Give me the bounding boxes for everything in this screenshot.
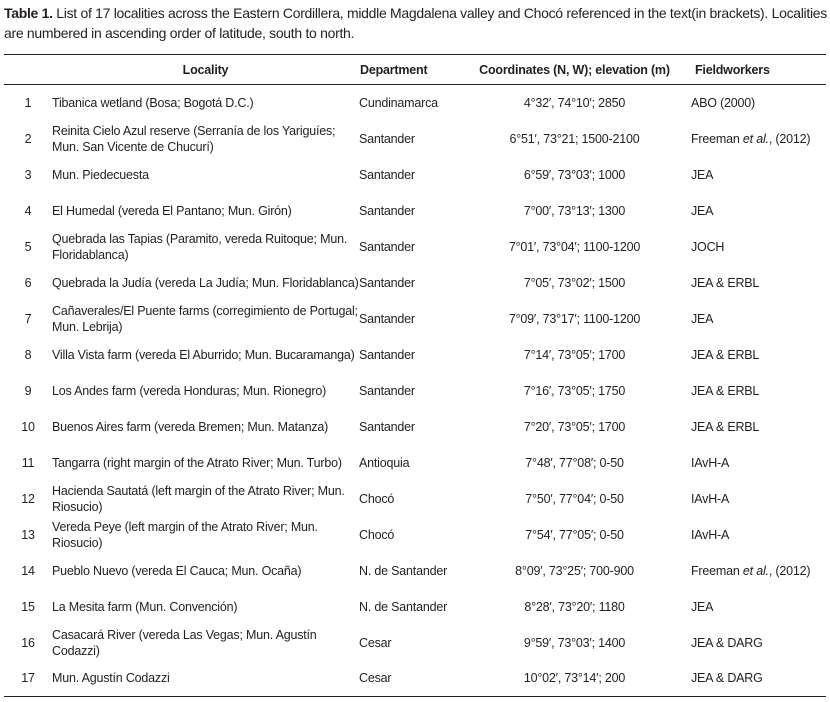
fieldworkers-cell: IAvH-A [691, 491, 730, 506]
department-cell: N. de Santander [359, 563, 448, 578]
coordinates-cell: 10°02′, 73°14′; 200 [476, 661, 673, 697]
row-number: 11 [21, 455, 35, 470]
table-row [4, 157, 826, 193]
locality-cell: Quebrada la Judía (vereda La Judía; Mun. Floridablanca) [52, 275, 359, 290]
fieldworker-etal: et al. [742, 131, 769, 146]
caption-text: List of 17 localities across the Eastern Cordillera, middle Magdalena valley and Chocó referenced in the text(in brackets). Localities are numbered in ascending order of latitude, south to north. [4, 5, 827, 41]
locality-cell: Hacienda Sautatá (left margin of the Atrato River; Mun. Riosucio) [52, 483, 345, 514]
coordinates-cell: 7°05′, 73°02′; 1500 [523, 275, 626, 290]
table-row [4, 625, 826, 661]
fieldworkers-cell: JEA [691, 311, 714, 326]
table-row [4, 409, 826, 445]
row-number: 16 [21, 635, 35, 650]
header-coordinates: Coordinates (N, W); elevation (m) [476, 55, 673, 85]
fieldworkers-cell [673, 121, 826, 157]
table-row [4, 445, 826, 481]
table-row [4, 661, 826, 697]
row-number: 14 [21, 563, 35, 578]
row-number: 9 [24, 383, 32, 398]
table-row [4, 193, 826, 229]
locality-cell: Buenos Aires farm (vereda Bremen; Mun. Matanza) [52, 419, 329, 434]
coordinates-cell: 7°16′, 73°05′; 1750 [523, 383, 626, 398]
coordinates-cell: 8°28′, 73°20′; 1180 [524, 599, 625, 614]
fieldworkers-cell: JEA & ERBL [691, 347, 760, 362]
table-row [4, 373, 826, 409]
fieldworkers-cell: JEA & ERBL [691, 419, 760, 434]
department-cell: Santander [359, 419, 415, 434]
department-cell: Santander [359, 347, 415, 362]
locality-cell: Casacará River (vereda Las Vegas; Mun. Agustín Codazzi) [52, 627, 317, 658]
coordinates-cell: 7°20′, 73°05′; 1700 [523, 419, 626, 434]
locality-cell: Mun. Piedecuesta [52, 167, 149, 182]
coordinates-cell: 8°09′, 73°25′; 700-900 [515, 563, 634, 578]
department-cell: Chocó [359, 491, 395, 506]
department-cell: Cundinamarca [359, 95, 438, 110]
fieldworker-etal: et al. [742, 563, 769, 578]
department-cell: Santander [359, 203, 415, 218]
row-number: 3 [24, 167, 32, 182]
department-cell: Santander [359, 383, 415, 398]
row-number: 5 [24, 239, 32, 254]
table-row [4, 229, 826, 265]
fieldworkers-cell: JEA & ERBL [691, 275, 760, 290]
coordinates-cell: 7°14′, 73°05′; 1700 [523, 347, 626, 362]
table-row [4, 121, 826, 157]
table-row [4, 481, 826, 517]
fieldworker-author: Freeman [691, 131, 740, 146]
localities-table [4, 54, 826, 697]
locality-cell: Quebrada las Tapias (Paramito, vereda Ruitoque; Mun. Floridablanca) [52, 231, 348, 262]
row-number: 13 [21, 527, 35, 542]
fieldworker-year: , (2012) [768, 563, 811, 578]
locality-cell: Pueblo Nuevo (vereda El Cauca; Mun. Ocaña) [52, 563, 302, 578]
department-cell: Cesar [359, 661, 476, 697]
coordinates-cell: 7°01′, 73°04′; 1100-1200 [508, 239, 641, 254]
row-number: 8 [24, 347, 32, 362]
locality-cell: La Mesita farm (Mun. Convención) [52, 599, 238, 614]
fieldworkers-cell: JEA [691, 599, 714, 614]
fieldworkers-cell: JEA & ERBL [691, 383, 760, 398]
header-locality: Locality [52, 55, 359, 85]
fieldworkers-cell: JEA & DARG [673, 661, 826, 697]
table-row [4, 589, 826, 625]
table-row [4, 337, 826, 373]
fieldworkers-cell: ABO (2000) [691, 95, 756, 110]
row-number: 15 [21, 599, 35, 614]
table-caption [4, 3, 830, 43]
row-number: 17 [4, 661, 52, 697]
table-row [4, 265, 826, 301]
header-number [4, 55, 52, 85]
table-row [4, 301, 826, 337]
fieldworkers-cell [673, 553, 826, 589]
coordinates-cell: 7°54′, 77°05′; 0-50 [525, 527, 624, 542]
department-cell: Santander [359, 239, 415, 254]
department-cell: Santander [359, 275, 415, 290]
coordinates-cell: 7°50′, 77°04′; 0-50 [525, 491, 624, 506]
row-number: 10 [21, 419, 35, 434]
table-row [4, 85, 826, 121]
fieldworkers-cell: JOCH [691, 239, 725, 254]
coordinates-cell: 7°09′, 73°17′; 1100-1200 [508, 311, 641, 326]
locality-cell: Vereda Peye (left margin of the Atrato River; Mun. Riosucio) [52, 519, 318, 550]
fieldworker-year: , (2012) [768, 131, 811, 146]
fieldworkers-cell: JEA [691, 203, 714, 218]
fieldworkers-cell: IAvH-A [691, 527, 730, 542]
department-cell: Santander [359, 131, 415, 146]
locality-cell: Tangarra (right margin of the Atrato River; Mun. Turbo) [52, 455, 342, 470]
caption-label: Table 1. [4, 5, 53, 21]
row-number: 4 [24, 203, 32, 218]
department-cell: Chocó [359, 527, 395, 542]
header-fieldworkers: Fieldworkers [673, 55, 826, 85]
locality-cell: Tibanica wetland (Bosa; Bogotá D.C.) [52, 95, 254, 110]
row-number: 12 [21, 491, 35, 506]
row-number: 2 [24, 131, 32, 146]
table-row [4, 553, 826, 589]
coordinates-cell: 6°59′, 73°03′; 1000 [523, 167, 626, 182]
header-row [4, 55, 826, 85]
locality-cell: Reinita Cielo Azul reserve (Serranía de los Yariguíes; Mun. San Vicente de Chucurí) [52, 123, 336, 154]
fieldworkers-cell: JEA [691, 167, 714, 182]
department-cell: Antioquia [359, 455, 410, 470]
department-cell: Cesar [359, 635, 392, 650]
fieldworkers-cell: IAvH-A [691, 455, 730, 470]
table-row [4, 517, 826, 553]
department-cell: Santander [359, 167, 415, 182]
locality-cell: El Humedal (vereda El Pantano; Mun. Girón) [52, 203, 292, 218]
coordinates-cell: 7°00′, 73°13′; 1300 [523, 203, 626, 218]
locality-cell: Villa Vista farm (vereda El Aburrido; Mun. Bucaramanga) [52, 347, 355, 362]
fieldworker-author: Freeman [691, 563, 740, 578]
department-cell: Santander [359, 311, 415, 326]
row-number: 7 [24, 311, 32, 326]
header-department: Department [359, 55, 476, 85]
department-cell: N. de Santander [359, 599, 448, 614]
coordinates-cell: 7°48′, 77°08′; 0-50 [525, 455, 624, 470]
row-number: 6 [24, 275, 32, 290]
coordinates-cell: 4°32′, 74°10′; 2850 [523, 95, 626, 110]
row-number: 1 [24, 95, 32, 110]
coordinates-cell: 6°51′, 73°21; 1500-2100 [509, 131, 640, 146]
locality-cell: Cañaverales/El Puente farms (corregimiento de Portugal; Mun. Lebrija) [52, 303, 358, 334]
locality-cell: Mun. Agustín Codazzi [52, 661, 359, 697]
fieldworkers-cell: JEA & DARG [691, 635, 763, 650]
locality-cell: Los Andes farm (vereda Honduras; Mun. Rionegro) [52, 383, 327, 398]
coordinates-cell: 9°59′, 73°03′; 1400 [523, 635, 626, 650]
